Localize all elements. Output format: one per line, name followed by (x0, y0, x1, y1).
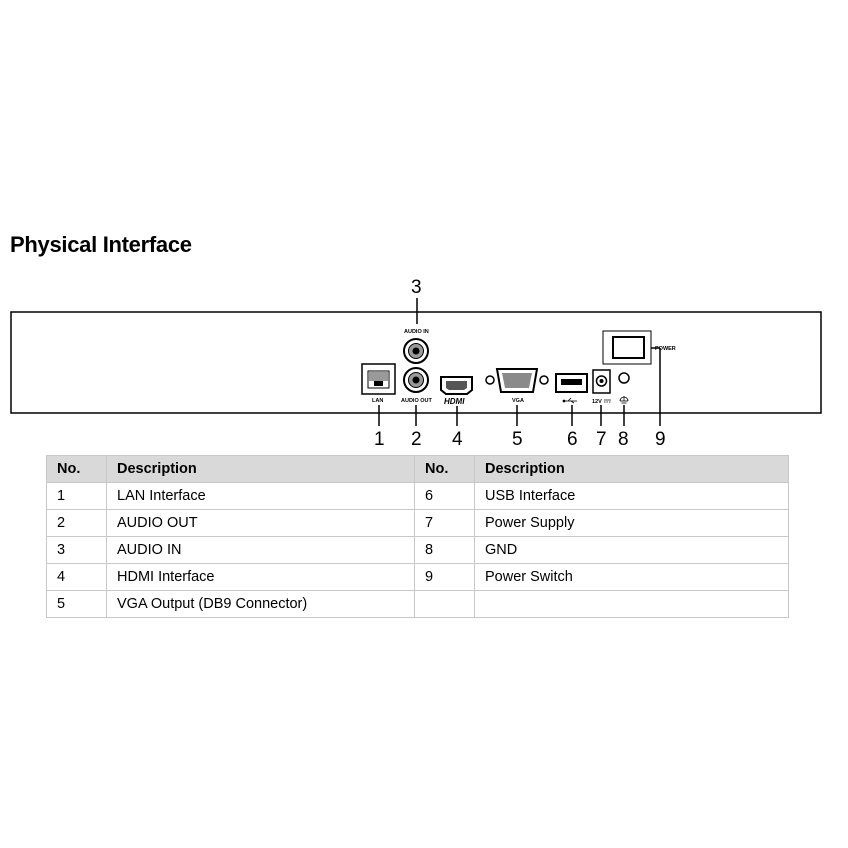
usb-symbol-icon (563, 398, 577, 403)
table-row (47, 483, 789, 510)
page-title: Physical Interface (10, 232, 192, 257)
cell-description: VGA Output (DB9 Connector) (107, 591, 415, 618)
audio-out-label: AUDIO OUT (401, 398, 432, 404)
audio-in-label: AUDIO IN (404, 329, 429, 335)
cell-description: AUDIO OUT (107, 510, 415, 537)
callout-2: 2 (411, 429, 422, 450)
cell-no: 4 (47, 564, 107, 591)
cell-no: 9 (415, 564, 475, 591)
cell-description: LAN Interface (107, 483, 415, 510)
callout-1: 1 (374, 429, 385, 450)
callout-3: 3 (411, 277, 422, 298)
cell-no: 5 (47, 591, 107, 618)
table-header-row (47, 456, 789, 483)
cell-description: HDMI Interface (107, 564, 415, 591)
cell-description (475, 591, 789, 618)
cell-description: Power Switch (475, 564, 789, 591)
cell-description: Power Supply (475, 510, 789, 537)
cell-no: 6 (415, 483, 475, 510)
header-description: Description (475, 456, 789, 483)
cell-no: 8 (415, 537, 475, 564)
callout-4: 4 (452, 429, 463, 450)
cell-description: GND (475, 537, 789, 564)
callout-7: 7 (596, 429, 607, 450)
callout-9: 9 (655, 429, 666, 450)
interface-table (46, 455, 789, 618)
table-row (47, 591, 789, 618)
callout-8: 8 (618, 429, 629, 450)
vga-port-icon (486, 369, 548, 392)
hdmi-label: HDMI (444, 397, 465, 406)
cell-no: 1 (47, 483, 107, 510)
power-switch-icon (603, 331, 651, 364)
audio-out-port-icon (404, 368, 428, 392)
lan-label: LAN (372, 398, 384, 404)
header-no: No. (47, 456, 107, 483)
vga-label: VGA (512, 398, 524, 404)
gnd-screw-icon (619, 373, 629, 383)
power-supply-port-icon (593, 370, 610, 393)
power-supply-label: 12V (592, 399, 602, 405)
usb-port-icon (556, 374, 587, 392)
cell-description: AUDIO IN (107, 537, 415, 564)
header-no: No. (415, 456, 475, 483)
table-row (47, 564, 789, 591)
cell-description: USB Interface (475, 483, 789, 510)
callout-5: 5 (512, 429, 523, 450)
callout-6: 6 (567, 429, 578, 450)
table-row (47, 510, 789, 537)
lan-port-icon (362, 364, 395, 394)
cell-no: 2 (47, 510, 107, 537)
cell-no: 7 (415, 510, 475, 537)
ground-symbol-icon (620, 396, 628, 403)
audio-in-port-icon (404, 339, 428, 363)
table-row (47, 537, 789, 564)
power-label: POWER (655, 346, 676, 352)
hdmi-port-icon (441, 377, 472, 394)
header-description: Description (107, 456, 415, 483)
cell-no: 3 (47, 537, 107, 564)
cell-no (415, 591, 475, 618)
